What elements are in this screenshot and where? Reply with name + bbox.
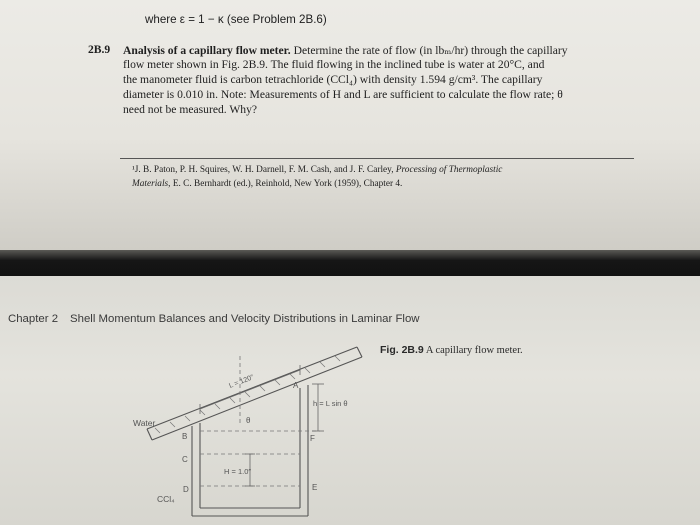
length-dimension — [200, 365, 300, 414]
footnote-italic-2: Materials, — [132, 179, 171, 189]
inclined-capillary-tube — [147, 347, 362, 440]
label-H: H = 1.0″ — [224, 467, 252, 476]
footnote-text-1: ¹J. B. Paton, P. H. Squires, W. H. Darnell, F. M. Cash, and J. F. Carley, — [132, 165, 394, 175]
problem-number: 2B.9 — [88, 43, 111, 56]
label-D: D — [183, 485, 189, 494]
upper-textbook-page — [0, 0, 700, 250]
problem-line-3: the manometer fluid is carbon tetrachloride (CCl₄) with density 1.594 g/cm³. The capillary — [123, 73, 543, 86]
footnote-italic-1: Processing of Thermoplastic — [395, 165, 503, 175]
lower-textbook-page — [0, 276, 700, 525]
chapter-title: Shell Momentum Balances and Velocity Distributions in Laminar Flow — [70, 313, 420, 325]
page-gap-shadow — [0, 250, 700, 276]
label-F: F — [310, 434, 315, 443]
label-E: E — [312, 483, 318, 492]
lead-line: where ε = 1 − κ (see Problem 2B.6) — [145, 13, 327, 26]
problem-title: Analysis of a capillary flow meter. — [123, 44, 291, 57]
footnote-line-2 — [132, 179, 402, 189]
label-theta: θ — [246, 416, 251, 425]
label-C: C — [182, 455, 188, 464]
label-ccl4: CCl₄ — [157, 494, 175, 504]
problem-line-2: flow meter shown in Fig. 2B.9. The fluid flowing in the inclined tube is water at 20°C, and — [123, 58, 545, 71]
reference-lines — [200, 356, 320, 486]
chapter-label: Chapter 2 — [8, 313, 59, 325]
label-B: B — [182, 432, 188, 441]
problem-line-1 — [123, 43, 568, 57]
figure-caption-label: Fig. 2B.9 — [380, 344, 424, 356]
figure-caption-text: A capillary flow meter. — [425, 345, 523, 356]
footnote-line-1 — [132, 165, 502, 175]
problem-text-1: Determine the rate of flow (in lbₘ/hr) through the capillary — [293, 44, 568, 57]
label-A: A — [293, 381, 299, 390]
label-length: L = 120″ — [228, 374, 255, 390]
footnote-text-2: E. C. Bernhardt (ed.), Reinhold, New York (1959), Chapter 4. — [172, 179, 403, 189]
label-water: Water — [133, 418, 156, 428]
capillary-flow-meter-figure — [0, 276, 700, 525]
problem-line-5: need not be measured. Why? — [123, 103, 258, 116]
footnote-rule — [120, 158, 634, 159]
problem-line-4: diameter is 0.010 in. Note: Measurements of H and L are sufficient to calculate the flow rate; θ — [123, 88, 563, 101]
label-h: h = L sin θ — [313, 399, 348, 408]
